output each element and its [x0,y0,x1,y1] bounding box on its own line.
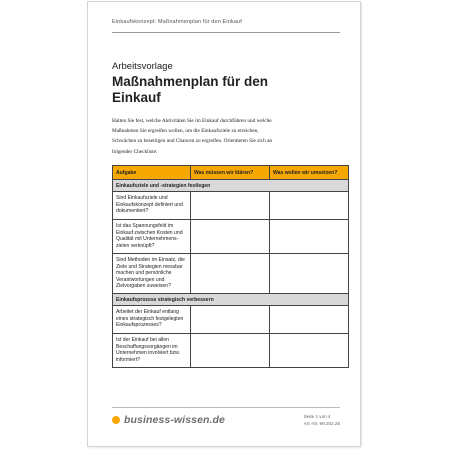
task-line: Beschaffungsvorgängen im [116,343,178,350]
implement-cell[interactable] [270,192,349,220]
document-page [88,2,360,446]
table-row [113,334,349,368]
column-header-implement: Was wollen wir umsetzen? [270,166,349,180]
intro-line: Halten Sie fest, welche Aktivitäten Sie im Einkauf durchführen und welche [112,118,272,124]
table-row [113,220,349,254]
intro-line: Maßnahmen Sie ergreifen wollen, um die Einkaufsziele zu erreichen, [112,128,259,135]
intro-line: Schwächen zu beseitigen und Chancen zu ergreifen. Orientieren Sie sich an [112,138,273,145]
task-line: Einkaufsprozesses? [116,322,162,329]
intro-paragraph [112,116,340,157]
task-line: Qualität mit Unternehmens- [116,236,179,243]
checklist-table [112,165,349,368]
header-divider [112,32,340,33]
section-title: Einkaufsprozess strategisch verbessern [113,294,349,306]
article-number: Art.-Nr. 99.202.26 [303,420,340,426]
intro-line: folgender Checkliste: [112,148,158,155]
task-cell [113,192,191,220]
implement-cell[interactable] [270,334,349,368]
document-type-label: Arbeitsvorlage [112,61,173,72]
task-cell [113,220,191,254]
task-line: Sind Einkaufsziele und [116,195,168,201]
footer-divider [112,407,340,408]
task-cell [113,334,191,368]
table-row [113,306,349,334]
task-line: dokumentiert? [116,208,149,215]
running-header: Einkaufskonzept: Maßnahmenplan für den Einkauf [112,19,242,25]
table-row [113,192,349,220]
column-header-clarify: Was müssen wir klären? [191,166,270,180]
implement-cell[interactable] [270,254,349,294]
task-line: eines strategisch festgelegten [116,315,184,322]
section-title: Einkaufsziele und -strategien festlegen [113,180,349,192]
brand-logo [112,414,225,426]
column-header-task: Aufgabe [113,166,191,180]
task-line: Arbeitet der Einkauf entlang [116,309,179,315]
clarify-cell[interactable] [191,254,270,294]
table-header-row [113,166,349,180]
clarify-cell[interactable] [191,306,270,334]
clarify-cell[interactable] [191,192,270,220]
clarify-cell[interactable] [191,220,270,254]
task-line: Ist das Spannungsfeld im [116,223,174,229]
page-number: Seite 1 von 4 [303,414,331,419]
task-line: informiert? [116,356,141,363]
implement-cell[interactable] [270,220,349,254]
section-row [113,180,349,192]
task-line: Ziele und Strategien messbar [116,263,183,270]
task-line: Sind Methoden im Einsatz, die [116,257,185,263]
section-row [113,294,349,306]
clarify-cell[interactable] [191,334,270,368]
task-line: Verantwortungen und [116,276,165,283]
implement-cell[interactable] [270,306,349,334]
task-cell [113,254,191,294]
task-line: zielen verknüpft? [116,242,155,249]
task-line: Einkauf zwischen Kosten und [116,229,183,236]
logo-dot-icon [112,416,120,424]
task-line: machen und persönliche [116,270,172,277]
table-row [113,254,349,294]
task-cell [113,306,191,334]
logo-text: business-wissen.de [124,414,226,426]
document-title: Maßnahmenplan für den Einkauf [112,74,269,105]
task-line: Unternehmen involviert bzw. [116,350,180,357]
page-info [304,414,340,427]
task-line: Einkaufskonzept definiert und [116,201,183,208]
task-line: Zielvorgaben zuweisen? [116,283,171,290]
task-line: Ist der Einkauf bei allen [116,337,169,343]
